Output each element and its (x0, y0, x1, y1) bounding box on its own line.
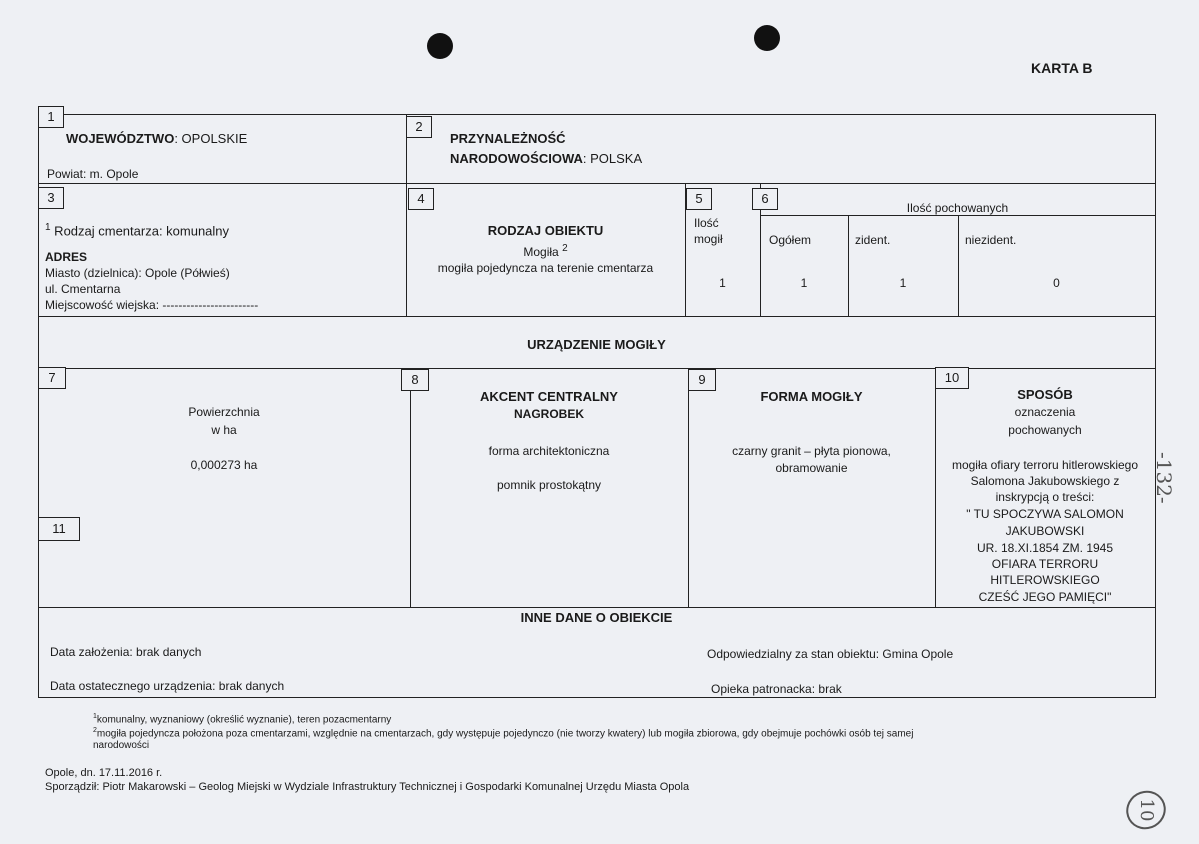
inscription-line-9: CZEŚĆ JEGO PAMIĘCI" (978, 590, 1112, 604)
handwritten-page-number: -132- (1152, 452, 1176, 504)
inscription-line-5: JAKUBOWSKI (1005, 524, 1085, 538)
footnote-2-text: mogiła pojedyncza położona poza cmentarzami, względnie na cmentarzach, gdy występuje pojedynczo (nie tworzy kwatery) lub mogiła zbiorowa, gdy obejmuje pochówki osób tej samej (96, 728, 914, 740)
other-data-heading: INNE DANE O OBIEKCIE (520, 610, 673, 625)
buried-total-value: 1 (800, 276, 808, 290)
object-type-name: Mogiła (523, 245, 559, 259)
address-village: Miejscowość wiejska: ------------------------ (45, 298, 259, 312)
cemetery-type-text: Rodzaj cmentarza: komunalny (50, 223, 230, 239)
nationality-field (450, 151, 642, 166)
box-number-1: 1 (38, 106, 64, 128)
inscription-line-6: UR. 18.XI.1854 ZM. 1945 (976, 541, 1114, 555)
founding-date: Data założenia: brak danych (50, 645, 202, 659)
footnote-2-marker: 2 (93, 727, 97, 734)
footnote-2 (93, 727, 913, 739)
grave-form-title: FORMA MOGIŁY (760, 389, 863, 404)
tombstone-subtitle: NAGROBEK (513, 407, 584, 421)
nationality-label-2: NARODOWOŚCIOWA (450, 151, 583, 166)
nationality-label-1: PRZYNALEŻNOŚĆ (450, 131, 566, 146)
box-number-7: 7 (38, 367, 66, 389)
monument-shape: pomnik prostokątny (496, 478, 602, 492)
object-type-value (406, 243, 685, 259)
buried-identified-value: 1 (899, 276, 907, 290)
punch-hole-left (427, 33, 453, 59)
buried-unidentified-value: 0 (1053, 276, 1060, 290)
graves-count-value: 1 (719, 276, 726, 290)
grave-form-line-1: czarny granit – płyta pionowa, (732, 444, 891, 458)
inscription-line-1: mogiła ofiary terroru hitlerowskiego (951, 458, 1139, 472)
address-street: ul. Cmentarna (45, 282, 121, 296)
address-city: Miasto (dzielnica): Opole (Półwieś) (45, 266, 230, 280)
circled-number-text: 10 (1136, 798, 1157, 822)
footnote-1-marker: 1 (93, 713, 97, 720)
footnote-ref-1: 1 (45, 222, 51, 233)
circled-page-number (1119, 784, 1173, 837)
buried-total-label: Ogółem (769, 233, 812, 247)
voivodeship-label: WOJEWÓDZTWO (66, 131, 175, 146)
area-value: 0,000273 ha (190, 458, 258, 472)
voivodeship-value: : OPOLSKIE (174, 131, 248, 146)
county-field: Powiat: m. Opole (47, 167, 139, 181)
grave-arrangement-heading: URZĄDZENIE MOGIŁY (527, 337, 666, 352)
card-title: KARTA B (1031, 60, 1093, 76)
architectural-form: forma architektoniczna (488, 444, 610, 458)
footnote-1-text: komunalny, wyznaniowy (określić wyznanie), teren pozacmentarny (96, 714, 392, 726)
area-label-2: w ha (211, 423, 237, 437)
footer-author: Sporządził: Piotr Makarowski – Geolog Miejski w Wydziale Infrastruktury Technicznej i Gospodarki Komunalnej Urzędu Miasta Opola (45, 781, 690, 793)
nationality-value: : POLSKA (582, 151, 643, 166)
box-number-2: 2 (406, 116, 432, 138)
graves-count-label-2: mogił (694, 232, 723, 246)
box-number-10: 10 (935, 367, 969, 389)
footer-date: Opole, dn. 17.11.2016 r. (45, 767, 163, 779)
box-number-11: 11 (38, 517, 80, 541)
inscription-line-7: OFIARA TERRORU (991, 557, 1099, 571)
footnote-ref-2: 2 (562, 243, 568, 254)
buried-count-title: Ilość pochowanych (906, 201, 1009, 215)
inscription-line-4: " TU SPOCZYWA SALOMON (966, 507, 1124, 521)
cemetery-type (45, 222, 229, 238)
box-number-9: 9 (688, 369, 716, 391)
central-accent-title: AKCENT CENTRALNY (480, 389, 618, 404)
final-arrangement-date: Data ostatecznego urządzenia: brak danych (50, 679, 285, 693)
box-number-3: 3 (38, 187, 64, 209)
marking-method-sub-1: oznaczenia (1014, 405, 1076, 419)
inscription-line-2: Salomona Jakubowskiego z (970, 474, 1120, 488)
box-number-5: 5 (686, 188, 712, 210)
inscription-line-3: inskrypcją o treści: (995, 490, 1095, 504)
box-number-8: 8 (401, 369, 429, 391)
box-number-6: 6 (752, 188, 778, 210)
voivodeship-field (66, 131, 247, 146)
object-type-title: RODZAJ OBIEKTU (487, 223, 604, 238)
patronage: Opieka patronacka: brak (711, 682, 842, 696)
object-type-description: mogiła pojedyncza na terenie cmentarza (437, 261, 654, 275)
punch-hole-right (754, 25, 780, 51)
box-number-4: 4 (408, 188, 434, 210)
footnote-1 (93, 713, 391, 725)
buried-identified-label: zident. (855, 233, 891, 247)
responsible-party: Odpowiedzialny za stan obiektu: Gmina Opole (707, 647, 954, 661)
graves-count-label-1: Ilość (694, 216, 719, 230)
marking-method-sub-2: pochowanych (1008, 423, 1082, 437)
address-heading: ADRES (45, 250, 88, 264)
marking-method-title: SPOSÓB (1017, 387, 1073, 402)
area-label-1: Powierzchnia (188, 405, 260, 419)
footnote-2-continued: narodowości (93, 740, 150, 751)
inscription-line-8: HITLEROWSKIEGO (990, 573, 1100, 587)
grave-form-line-2: obramowanie (775, 461, 848, 475)
buried-unidentified-label: niezident. (965, 233, 1017, 247)
